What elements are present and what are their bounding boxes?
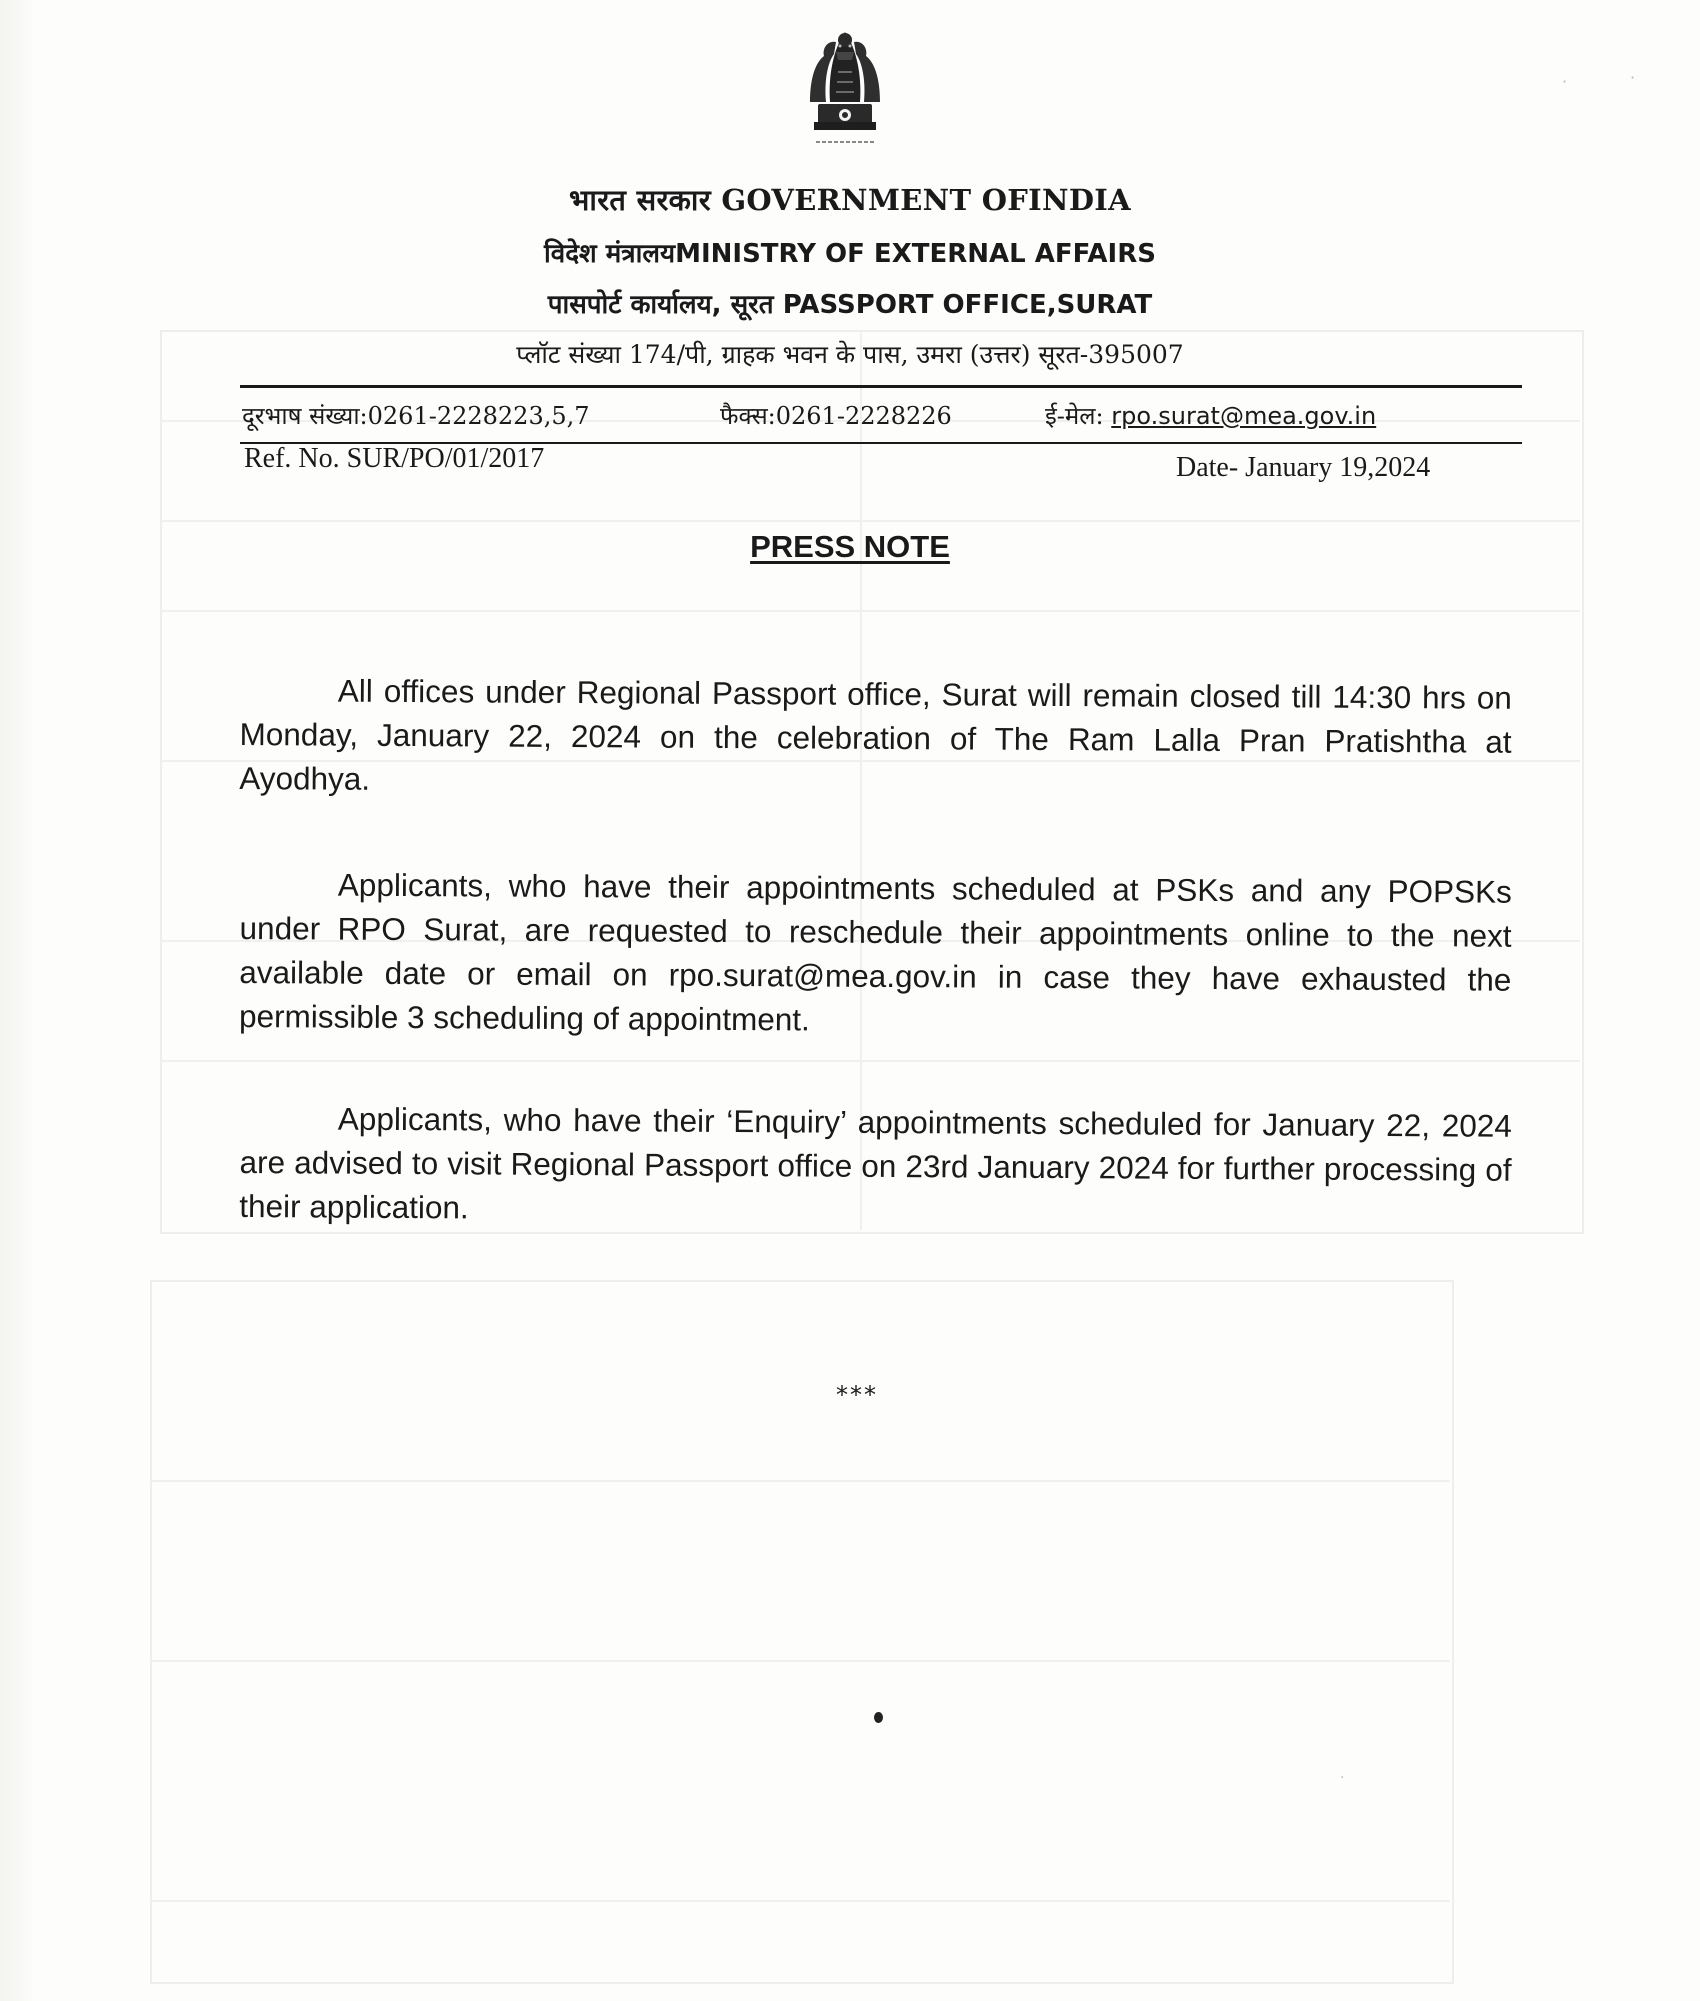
ink-dot xyxy=(874,1712,883,1723)
bleed-through-row xyxy=(150,1480,1450,1482)
phone-number: 0261-2228223,5,7 xyxy=(367,402,590,430)
contact-fax xyxy=(720,399,952,432)
letterhead-office xyxy=(0,285,1700,321)
paragraph-enquiry: Applicants, who have their ‘Enquiry’ appointments scheduled for January 22, 2024 are advised to visit Regional Passport office on 23rd January 2024 for further processing of their application. xyxy=(239,1100,1512,1226)
fax-number: 0261-2228226 xyxy=(775,402,952,430)
contact-email xyxy=(1045,399,1376,432)
bleed-through-row xyxy=(160,520,1580,522)
title-text: PRESS NOTE xyxy=(750,529,950,564)
scan-speck-mark: · xyxy=(1340,1770,1345,1786)
government-english: GOVERNMENT OFINDIA xyxy=(721,183,1131,217)
bleed-through-row xyxy=(150,1660,1450,1662)
fax-label: फैक्स: xyxy=(720,402,776,430)
press-note-title xyxy=(0,529,1700,565)
government-hindi: भारत सरकार xyxy=(569,183,711,217)
contact-phone xyxy=(242,399,590,432)
document-date: Date- January 19,2024 xyxy=(1176,452,1431,483)
office-hindi: पासपोर्ट कार्यालय, सूरत xyxy=(547,290,774,320)
office-address: प्लॉट संख्या 174/पी, ग्राहक भवन के पास, उमरा (उत्तर) सूरत-395007 xyxy=(516,340,1184,369)
emblem-motto-icon xyxy=(808,138,882,146)
email-label: ई-मेल: xyxy=(1045,402,1104,430)
national-emblem-icon xyxy=(800,22,890,142)
phone-label: दूरभाष संख्या: xyxy=(242,402,368,430)
ministry-hindi: विदेश मंत्रालय xyxy=(544,239,676,269)
scan-speck-mark: · xyxy=(1630,68,1636,87)
email-link[interactable]: rpo.surat@mea.gov.in xyxy=(1111,402,1377,430)
header-rule-top xyxy=(240,385,1522,388)
paragraph-closure: All offices under Regional Passport office, Surat will remain closed till 14:30 hrs on Monday, January 22, 2024 on the celebration of The Ram Lalla Pran Pratishtha at Ayodhya. xyxy=(239,672,1512,797)
office-english: PASSPORT OFFICE,SURAT xyxy=(782,290,1153,320)
scan-speck-mark: · xyxy=(1562,72,1568,91)
bleed-through-row xyxy=(160,610,1580,612)
bleed-through-doclist xyxy=(150,1280,1454,1984)
letterhead-ministry xyxy=(0,234,1700,270)
bleed-through-row xyxy=(150,1900,1450,1902)
end-of-note-mark: *** xyxy=(836,1381,878,1409)
bleed-through-row xyxy=(160,1060,1580,1062)
paragraph-reschedule: Applicants, who have their appointments scheduled at PSKs and any POPSKs under RPO Surat, are requested to reschedule their appointments online to the next available date or email on rpo.surat@mea.gov.in in case they have exhausted the permissible 3 scheduling of appointment. xyxy=(238,866,1512,1038)
ministry-english: MINISTRY OF EXTERNAL AFFAIRS xyxy=(675,239,1156,269)
reference-number: Ref. No. SUR/PO/01/2017 xyxy=(244,443,545,474)
letterhead-government xyxy=(0,180,1700,219)
